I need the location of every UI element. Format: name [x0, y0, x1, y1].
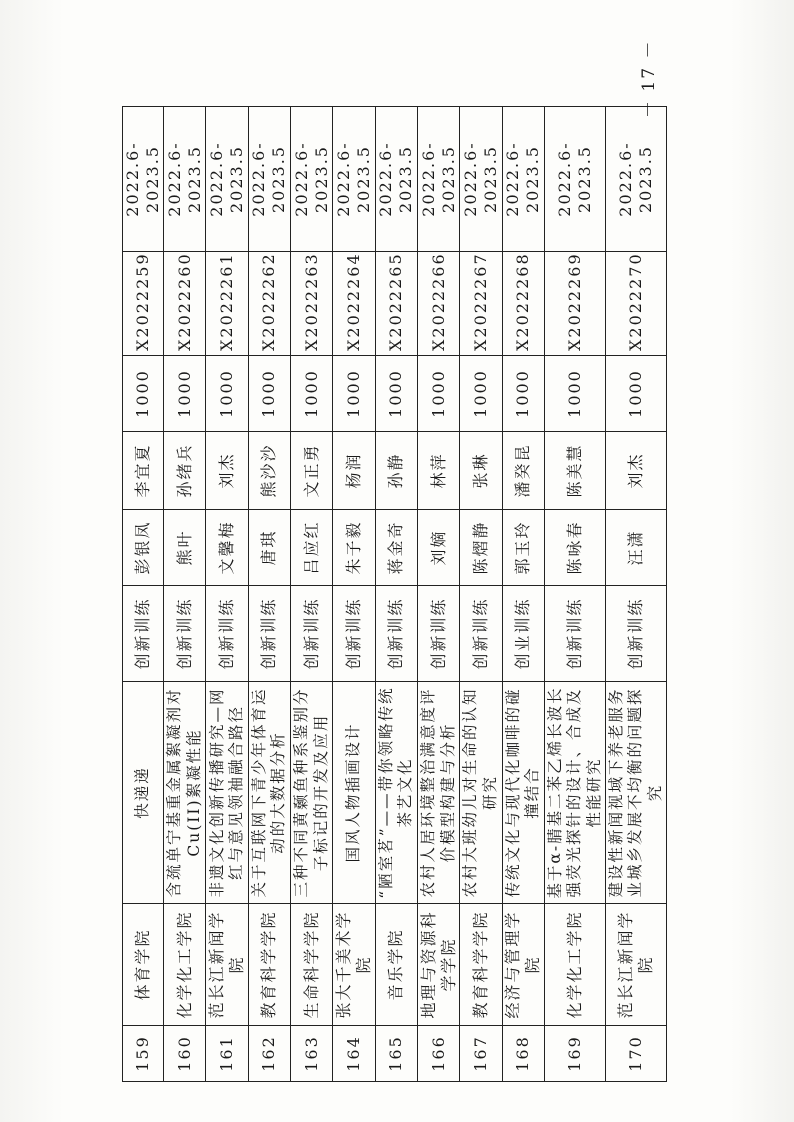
row-number: 161	[206, 1026, 248, 1082]
rotated-table-wrapper	[122, 107, 667, 1082]
fund-cell: 1000	[164, 356, 206, 432]
row-number: 159	[123, 1026, 164, 1082]
fund-cell: 1000	[123, 356, 164, 432]
type-cell: 创新训练	[375, 586, 417, 682]
type-cell: 创新训练	[605, 586, 666, 682]
member-cell: 林萍	[417, 432, 459, 510]
table-row	[123, 107, 164, 1082]
table-row	[417, 107, 459, 1082]
row-number: 164	[333, 1026, 375, 1082]
period-cell: 2022.6-2023.5	[333, 107, 375, 252]
table-row	[544, 107, 605, 1082]
leader-cell: 彭银凤	[123, 510, 164, 586]
leader-cell: 陈咏春	[544, 510, 605, 586]
code-cell: X2022264	[333, 252, 375, 356]
fund-cell: 1000	[333, 356, 375, 432]
type-cell: 创业训练	[502, 586, 544, 682]
fund-cell: 1000	[605, 356, 666, 432]
code-cell: X2022267	[460, 252, 502, 356]
fund-cell: 1000	[460, 356, 502, 432]
member-cell: 文正勇	[290, 432, 332, 510]
period-cell: 2022.6-2023.5	[544, 107, 605, 252]
code-cell: X2022268	[502, 252, 544, 356]
table-row	[333, 107, 375, 1082]
college-cell: 经济与管理学院	[502, 904, 544, 1026]
project-name-cell: 非遗文化创新传播研究—网红与意见领袖融合路径	[206, 682, 248, 904]
code-cell: X2022259	[123, 252, 164, 356]
code-cell: X2022266	[417, 252, 459, 356]
project-name-cell: 关于互联网下青少年体育运动的大数据分析	[248, 682, 290, 904]
period-cell: 2022.6-2023.5	[290, 107, 332, 252]
row-number: 168	[502, 1026, 544, 1082]
code-cell: X2022269	[544, 252, 605, 356]
table-row	[460, 107, 502, 1082]
period-cell: 2022.6-2023.5	[605, 107, 666, 252]
row-number: 169	[544, 1026, 605, 1082]
table-row	[206, 107, 248, 1082]
period-cell: 2022.6-2023.5	[123, 107, 164, 252]
member-cell: 刘杰	[206, 432, 248, 510]
row-number: 162	[248, 1026, 290, 1082]
project-name-cell: 快递递	[123, 682, 164, 904]
row-number: 165	[375, 1026, 417, 1082]
leader-cell: 汪潇	[605, 510, 666, 586]
college-cell: 张大千美术学院	[333, 904, 375, 1026]
member-cell: 孙静	[375, 432, 417, 510]
type-cell: 创新训练	[206, 586, 248, 682]
college-cell: 地理与资源科学学院	[417, 904, 459, 1026]
period-cell: 2022.6-2023.5	[375, 107, 417, 252]
table-row	[502, 107, 544, 1082]
table-row	[375, 107, 417, 1082]
leader-cell: 郭玉玲	[502, 510, 544, 586]
fund-cell: 1000	[206, 356, 248, 432]
leader-cell: 刘嫡	[417, 510, 459, 586]
code-cell: X2022260	[164, 252, 206, 356]
fund-cell: 1000	[375, 356, 417, 432]
table-row	[164, 107, 206, 1082]
leader-cell: 熊叶	[164, 510, 206, 586]
code-cell: X2022263	[290, 252, 332, 356]
college-cell: 教育科学学院	[460, 904, 502, 1026]
fund-cell: 1000	[502, 356, 544, 432]
college-cell: 音乐学院	[375, 904, 417, 1026]
table-row	[605, 107, 666, 1082]
fund-cell: 1000	[290, 356, 332, 432]
row-number: 167	[460, 1026, 502, 1082]
college-cell: 范长江新闻学院	[206, 904, 248, 1026]
type-cell: 创新训练	[417, 586, 459, 682]
project-table	[122, 106, 667, 1082]
type-cell: 创新训练	[333, 586, 375, 682]
leader-cell: 唐琪	[248, 510, 290, 586]
period-cell: 2022.6-2023.5	[164, 107, 206, 252]
project-name-cell: 国风人物插画设计	[333, 682, 375, 904]
college-cell: 范长江新闻学院	[605, 904, 666, 1026]
member-cell: 陈美慧	[544, 432, 605, 510]
fund-cell: 1000	[417, 356, 459, 432]
row-number: 160	[164, 1026, 206, 1082]
type-cell: 创新训练	[290, 586, 332, 682]
code-cell: X2022265	[375, 252, 417, 356]
project-name-cell: 三种不同黄颡鱼种系鉴别分子标记的开发及应用	[290, 682, 332, 904]
member-cell: 张琳	[460, 432, 502, 510]
college-cell: 教育科学学院	[248, 904, 290, 1026]
member-cell: 刘杰	[605, 432, 666, 510]
code-cell: X2022270	[605, 252, 666, 356]
project-name-cell: 传统文化与现代化咖啡的碰撞结合	[502, 682, 544, 904]
period-cell: 2022.6-2023.5	[417, 107, 459, 252]
table-row	[248, 107, 290, 1082]
row-number: 170	[605, 1026, 666, 1082]
table-row	[290, 107, 332, 1082]
college-cell: 体育学院	[123, 904, 164, 1026]
college-cell: 生命科学学院	[290, 904, 332, 1026]
leader-cell: 陈熠静	[460, 510, 502, 586]
college-cell: 化学化工学院	[164, 904, 206, 1026]
page-number: － 17 －	[639, 39, 659, 118]
type-cell: 创新训练	[164, 586, 206, 682]
row-number: 166	[417, 1026, 459, 1082]
project-name-cell: 农村大班幼儿对生命的认知研究	[460, 682, 502, 904]
type-cell: 创新训练	[123, 586, 164, 682]
member-cell: 潘癸昆	[502, 432, 544, 510]
college-cell: 化学化工学院	[544, 904, 605, 1026]
code-cell: X2022262	[248, 252, 290, 356]
member-cell: 杨润	[333, 432, 375, 510]
project-name-cell: 农村人居环境整治满意度评价模型构建与分析	[417, 682, 459, 904]
project-name-cell: 含巯单宁基重金属絮凝剂对Cu(II)絮凝性能	[164, 682, 206, 904]
leader-cell: 吕应红	[290, 510, 332, 586]
leader-cell: 蒋金奇	[375, 510, 417, 586]
period-cell: 2022.6-2023.5	[460, 107, 502, 252]
leader-cell: 朱子毅	[333, 510, 375, 586]
fund-cell: 1000	[248, 356, 290, 432]
member-cell: 孙绪兵	[164, 432, 206, 510]
code-cell: X2022261	[206, 252, 248, 356]
type-cell: 创新训练	[544, 586, 605, 682]
member-cell: 李宜夏	[123, 432, 164, 510]
project-name-cell: 建设性新闻视域下养老服务业城乡发展不均衡的问题探究	[605, 682, 666, 904]
leader-cell: 文馨梅	[206, 510, 248, 586]
fund-cell: 1000	[544, 356, 605, 432]
row-number: 163	[290, 1026, 332, 1082]
type-cell: 创新训练	[460, 586, 502, 682]
type-cell: 创新训练	[248, 586, 290, 682]
period-cell: 2022.6-2023.5	[502, 107, 544, 252]
project-name-cell: 基于α-腈基二苯乙烯长波长强荧光探针的设计、合成及性能研究	[544, 682, 605, 904]
period-cell: 2022.6-2023.5	[206, 107, 248, 252]
member-cell: 熊沙沙	[248, 432, 290, 510]
project-name-cell: “陋室茗”——带你领略传统茶艺文化	[375, 682, 417, 904]
period-cell: 2022.6-2023.5	[248, 107, 290, 252]
